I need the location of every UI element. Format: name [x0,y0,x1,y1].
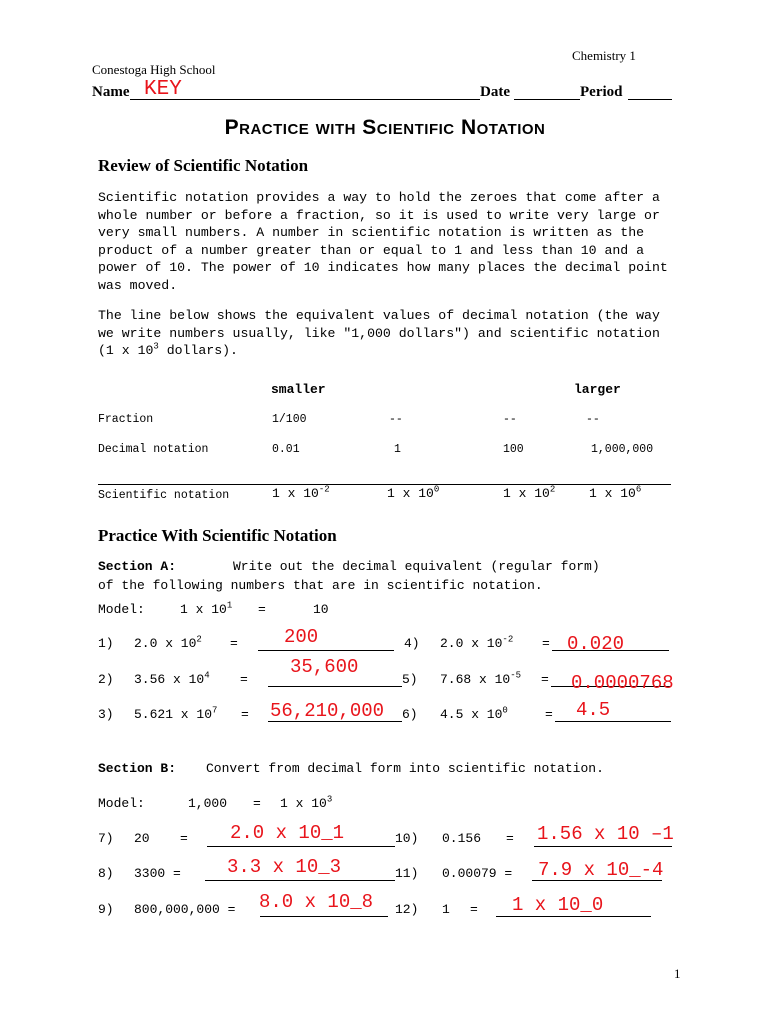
question-value: 20 [134,831,150,846]
table-divider [98,484,671,485]
fraction-cell: -- [586,413,600,426]
question-number: 5) [402,672,418,687]
fraction-cell: 1/100 [272,413,307,426]
name-date-period-row [92,78,672,106]
answer-value: 35,600 [290,656,359,678]
answer-value: 7.9 x 10_-4 [538,859,664,881]
answer-line [496,916,651,917]
model-a-equals: = [258,602,266,617]
section-a-instructions-2: of the following numbers that are in scientific notation. [98,578,543,593]
question-number: 10) [395,831,419,846]
section-b-label: Section B: [98,761,177,776]
answer-value: 3.3 x 10_3 [227,856,342,878]
decimal-cell: 0.01 [272,443,300,456]
question-expression: 4.5 x $10^0$ [440,705,508,722]
question-number: 6) [402,707,418,722]
date-line [514,99,580,100]
model-b-equals: = [253,796,261,811]
question-expression: 3.56 x $10^4$ [134,670,210,687]
section-a-instructions: Write out the decimal equivalent (regular form) [233,559,600,574]
question-number: 1) [98,636,114,651]
question-equals: = [542,636,550,651]
question-number: 7) [98,831,114,846]
page-title: Practice with Scientific Notation [224,116,546,139]
decimal-cell: 1 [394,443,401,456]
practice-heading: Practice With Scientific Notation [98,526,337,545]
decimal-cell: 1,000,000 [591,443,654,456]
model-b-expression: 1 x $10^3$ [280,794,333,811]
section-a-label: Section A: [98,559,177,574]
answer-value: 56,210,000 [270,700,385,722]
answer-line [268,686,402,687]
answer-line [534,846,672,847]
answer-line [260,916,388,917]
review-paragraph-2: The line below shows the equivalent values of decimal notation (the way we write numbers usually, like "1,000 dollars") and scientific notation (1 x $10^3$ dollars). [98,308,660,358]
question-equals: = [241,707,249,722]
answer-line [207,846,395,847]
scientific-cell: 1 x $10^2$ [503,484,556,501]
date-label: Date [480,84,510,100]
scientific-cell: 1 x $10^{-2}$ [272,484,330,501]
decimal-label: Decimal notation [98,443,209,456]
answer-value: 4.5 [576,699,611,721]
question-number: 8) [98,866,114,881]
answer-line [258,650,394,651]
course-label: Chemistry 1 [572,48,636,63]
question-expression: 5.621 x $10^7$ [134,705,218,722]
model-a-value: 10 [313,602,329,617]
scientific-cell: 1 x $10^0$ [387,484,440,501]
fraction-label: Fraction [98,413,154,426]
question-number: 11) [395,866,419,881]
review-paragraph-1: Scientific notation provides a way to hold the zeroes that come after a whole number or before a fraction, so it is used to write very large or very small numbers. A number in scientific notation is written as the product of a number greater than or equal to 1 and less than 10 and a power of 10. The power of 10 indicates how many places the decimal point was moved. [98,190,668,293]
decimal-cell: 100 [503,443,524,456]
question-equals: = [545,707,553,722]
question-expression: 2.0 x $10^{-2}$ [440,634,514,651]
smaller-label: smaller [271,382,326,397]
question-value: 1 [442,902,450,917]
question-equals: = [240,672,248,687]
question-number: 12) [395,902,419,917]
answer-value: 2.0 x 10_1 [230,822,345,844]
question-number: 2) [98,672,114,687]
model-a-label: Model: [98,602,145,617]
larger-label: larger [574,382,621,397]
question-value: 0.00079 = [442,866,513,881]
question-number: 4) [404,636,420,651]
fraction-cell: -- [503,413,517,426]
answer-value: 1 x 10_0 [512,894,604,916]
question-equals: = [180,831,188,846]
answer-value: 1.56 x 10 –1 [537,823,674,845]
question-equals: = [230,636,238,651]
model-a-expression: 1 x $10^1$ [180,600,233,617]
question-value: 0.156 [442,831,482,846]
school-name: Conestoga High School [92,62,216,77]
review-heading: Review of Scientific Notation [98,156,309,175]
question-expression: 2.0 x $10^2$ [134,634,202,651]
question-value: 800,000,000 = [134,902,236,917]
question-expression: 7.68 x $10^{-5}$ [440,670,522,687]
answer-value: 0.020 [567,633,625,655]
fraction-cell: -- [389,413,403,426]
name-line [130,99,480,100]
question-equals: = [506,831,514,846]
answer-line [555,721,671,722]
question-value: 3300 = [134,866,181,881]
question-number: 9) [98,902,114,917]
question-number: 3) [98,707,114,722]
page-number: 1 [674,966,681,981]
answer-value: 8.0 x 10_8 [259,891,374,913]
name-value: KEY [144,78,182,101]
name-label: Name [92,84,130,100]
model-b-label: Model: [98,796,145,811]
scientific-label: Scientific notation [98,489,230,502]
period-line [628,99,672,100]
section-b-instructions: Convert from decimal form into scientific notation. [206,761,604,776]
model-b-value: 1,000 [188,796,228,811]
period-label: Period [580,84,623,100]
scientific-cell: 1 x $10^6$ [589,484,642,501]
question-equals: = [470,902,478,917]
answer-value: 200 [284,626,319,648]
answer-value: 0.0000768 [571,672,674,694]
question-equals: = [541,672,549,687]
answer-line [205,880,395,881]
